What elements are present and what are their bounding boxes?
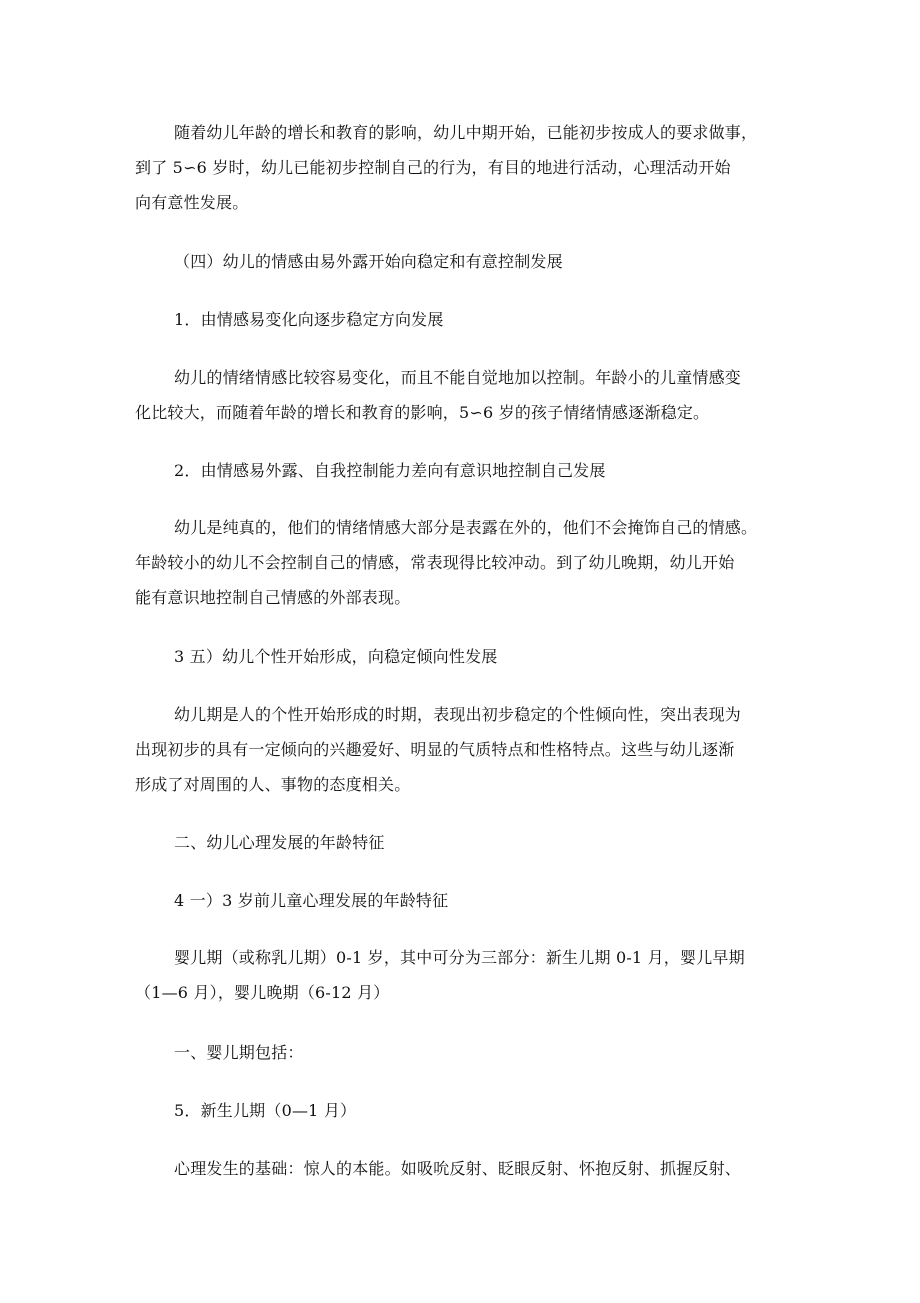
- section-heading-5: 3 五）幼儿个性开始形成，向稳定倾向性发展: [174, 647, 498, 666]
- paragraph-3-line-3: 能有意识地控制自己情感的外部表现。: [135, 588, 411, 607]
- paragraph-1-line-1: 随着幼儿年龄的增长和教育的影响，幼儿中期开始，已能初步按成人的要求做事，: [174, 123, 758, 142]
- subheading-2: 2．由情感易外露、自我控制能力差向有意识地控制自己发展: [174, 461, 606, 480]
- paragraph-2-line-2: 化比较大，而随着年龄的增长和教育的影响，5∽6 岁的孩子情绪情感逐渐稳定。: [135, 403, 710, 422]
- paragraph-1-line-3: 向有意性发展。: [135, 193, 249, 212]
- chapter-heading-2: 二、幼儿心理发展的年龄特征: [174, 833, 385, 852]
- paragraph-6-line-1: 心理发生的基础：惊人的本能。如吸吮反射、眨眼反射、怀抱反射、抓握反射、: [174, 1159, 742, 1178]
- paragraph-1-line-2: 到了 5∽6 岁时，幼儿已能初步控制自己的行为，有目的地进行活动，心理活动开始: [135, 158, 731, 177]
- paragraph-5-line-1: 婴儿期（或称乳儿期）0-1 岁，其中可分为三部分：新生儿期 0-1 月，婴儿早期: [174, 948, 745, 967]
- paragraph-5-line-2: （1—6 月），婴儿晚期（6-12 月）: [135, 983, 390, 1002]
- paragraph-3-line-1: 幼儿是纯真的，他们的情绪情感大部分是表露在外的，他们不会掩饰自己的情感。: [174, 518, 758, 537]
- paragraph-4-line-2: 出现初步的具有一定倾向的兴趣爱好、明显的气质特点和性格特点。这些与幼儿逐渐: [135, 740, 735, 759]
- subheading-5: 5．新生儿期（0—1 月）: [174, 1101, 357, 1120]
- paragraph-4-line-1: 幼儿期是人的个性开始形成的时期，表现出初步稳定的个性倾向性，突出表现为: [174, 705, 742, 724]
- paragraph-3-line-2: 年龄较小的幼儿不会控制自己的情感，常表现得比较冲动。到了幼儿晚期，幼儿开始: [135, 553, 735, 572]
- paragraph-2-line-1: 幼儿的情绪情感比较容易变化，而且不能自觉地加以控制。年龄小的儿童情感变: [174, 368, 742, 387]
- infancy-heading: 一、婴儿期包括：: [174, 1043, 304, 1062]
- paragraph-4-line-3: 形成了对周围的人、事物的态度相关。: [135, 775, 411, 794]
- subheading-1: 1．由情感易变化向逐步稳定方向发展: [174, 310, 444, 329]
- section-heading-under-3: 4 一）3 岁前儿童心理发展的年龄特征: [174, 891, 449, 910]
- section-heading-4: （四）幼儿的情感由易外露开始向稳定和有意控制发展: [174, 252, 563, 271]
